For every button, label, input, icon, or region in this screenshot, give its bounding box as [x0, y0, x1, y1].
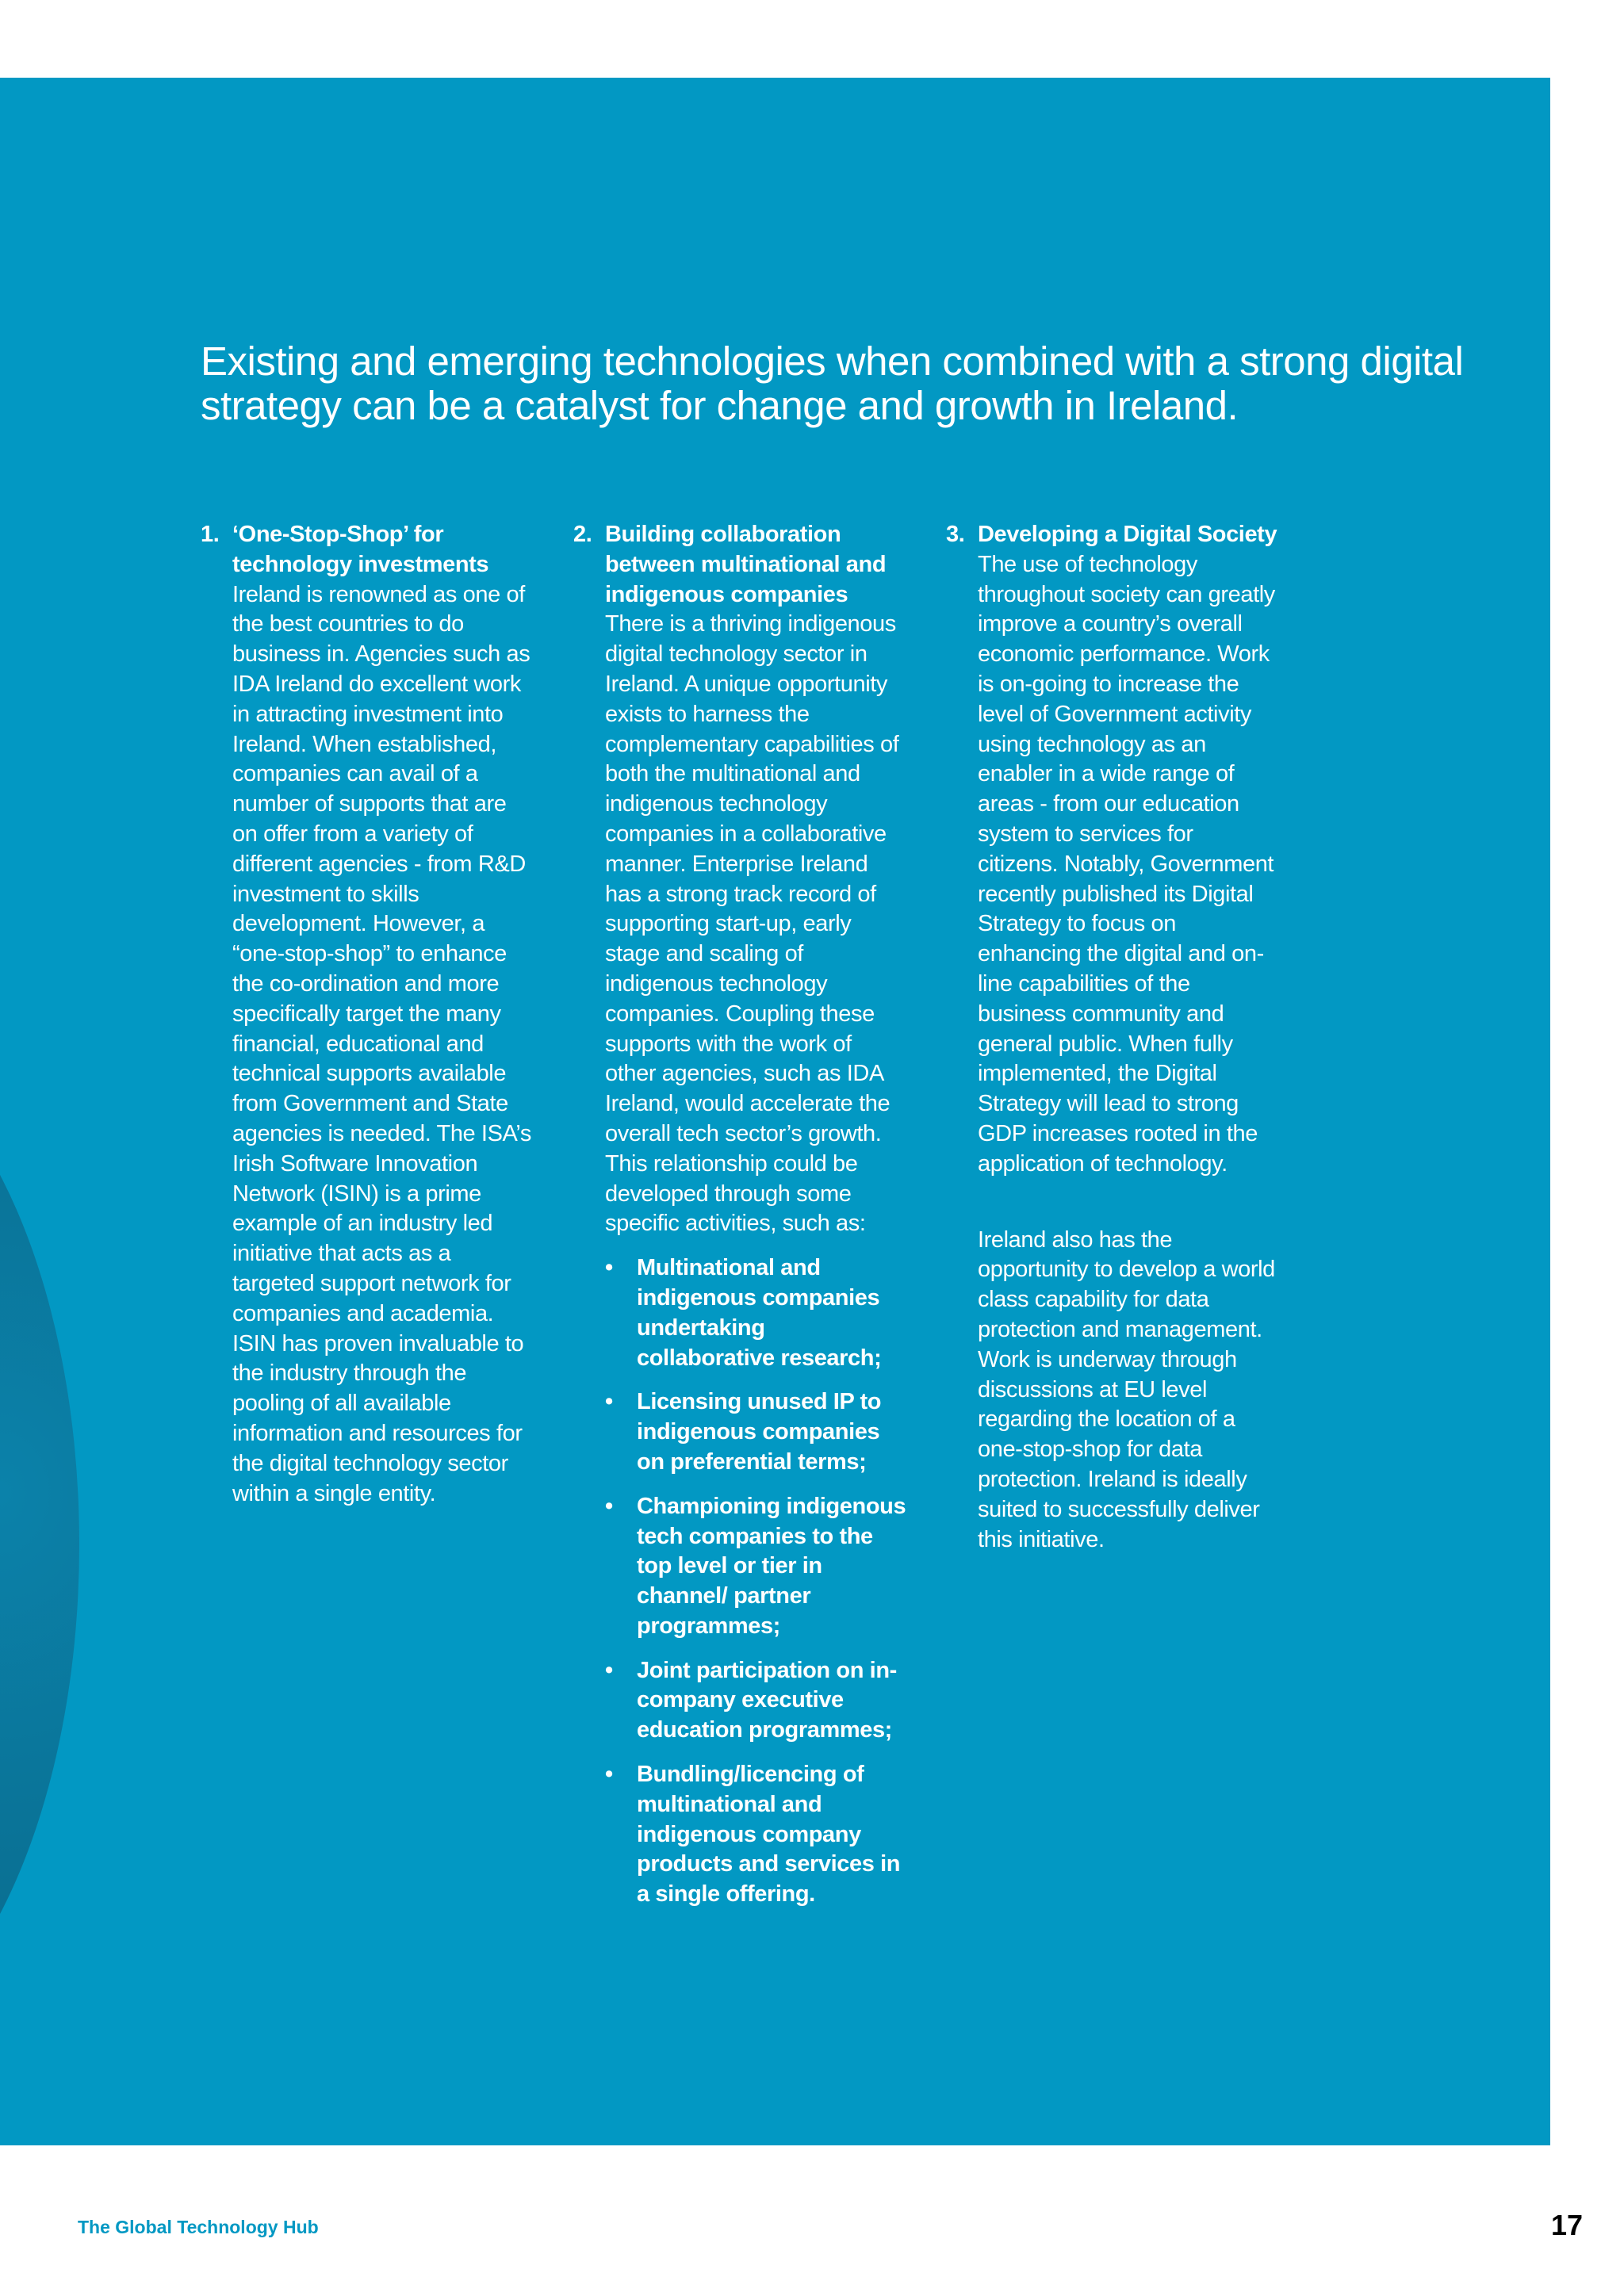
item-number: 2. [573, 522, 592, 547]
list-item [605, 1387, 906, 1477]
item-number: 3. [946, 522, 965, 547]
item-body: The use of technology throughout society can greatly improve a country’s overall economic performance. Work is on-going to increase the level of Government activity using technology as an enabler in a wide range of areas - from our education system to services for citizens. Notably, Government recently published its Digital Strategy to focus on enhancing the digital and on-line capabilities of the business community and general public. When fully implemented, the Digital Strategy will lead to strong GDP increases rooted in the application of technology. [978, 551, 1275, 1177]
list-item [605, 1760, 906, 1910]
footer-publication-title: The Global Technology Hub [78, 2217, 319, 2237]
item-title: Developing a Digital Society [978, 522, 1277, 547]
item-title: Building collaboration between multinational and indigenous companies [605, 522, 887, 607]
page-headline: Existing and emerging technologies when combined with a strong digital strategy can be a catalyst for change and growth in Ireland. [201, 339, 1464, 428]
list-item-text: Licensing unused IP to indigenous companies on preferential terms; [637, 1389, 882, 1475]
bullet-icon: • [605, 1389, 613, 1415]
decorative-arc [0, 1029, 79, 2060]
numbered-item [573, 520, 906, 1910]
list-item-text: Joint participation on in-company executive education programmes; [637, 1657, 897, 1743]
list-item [605, 1656, 906, 1746]
activity-list [605, 1253, 906, 1910]
list-item-text: Bundling/licencing of multinational and indigenous company products and services in a single offering. [637, 1762, 901, 1908]
bullet-icon: • [605, 1493, 613, 1519]
bullet-icon: • [605, 1255, 613, 1281]
bullet-icon: • [605, 1657, 613, 1683]
numbered-item [946, 520, 1279, 1555]
bullet-icon: • [605, 1762, 613, 1788]
content-panel [0, 78, 1550, 2145]
list-item-text: Championing indigenous tech companies to the top level or tier in channel/ partner programmes; [637, 1493, 906, 1639]
item-body-second-paragraph: Ireland also has the opportunity to develop a world class capability for data protection and management. Work is underway through discussions at EU level regarding the location of a one-stop-shop for data protection. Ireland is ideally suited to successfully deliver this initiative. [978, 1226, 1275, 1552]
list-item [605, 1253, 906, 1373]
column-one-stop-shop [201, 520, 534, 1509]
numbered-item [201, 520, 534, 1509]
page-number: 17 [1550, 2209, 1583, 2241]
item-number: 1. [201, 522, 220, 547]
column-digital-society [946, 520, 1279, 1555]
item-body: There is a thriving indigenous digital technology sector in Ireland. A unique opportunity exists to harness the complementary capabilities of both the multinational and indigenous technology companies in a collaborative manner. Enterprise Ireland has a strong track record of supporting start-up, early stage and scaling of indigenous technology companies. Coupling these supports with the work of other agencies, such as IDA Ireland, would accelerate the overall tech sector’s growth. This relationship could be developed through some specific activities, such as: [605, 611, 899, 1237]
item-body: Ireland is renowned as one of the best countries to do business in. Agencies such as IDA Ireland do excellent work in attracting investment into Ireland. When established, companies can avail of a number of supports that are on offer from a variety of different agencies - from R&D investment to skills development. However, a “one-stop-shop” to enhance the co-ordination and more specifically target the many financial, educational and technical supports available from Government and State agencies is needed. The ISA’s Irish Software Innovation Network (ISIN) is a prime example of an industry led initiative that acts as a targeted support network for companies and academia. ISIN has proven invaluable to the industry through the pooling of all available information and resources for the digital technology sector within a single entity. [232, 581, 531, 1506]
list-item [605, 1492, 906, 1642]
item-title: ‘One-Stop-Shop’ for technology investments [232, 522, 489, 577]
list-item-text: Multinational and indigenous companies undertaking collaborative research; [637, 1255, 882, 1371]
column-collaboration [573, 520, 906, 1924]
